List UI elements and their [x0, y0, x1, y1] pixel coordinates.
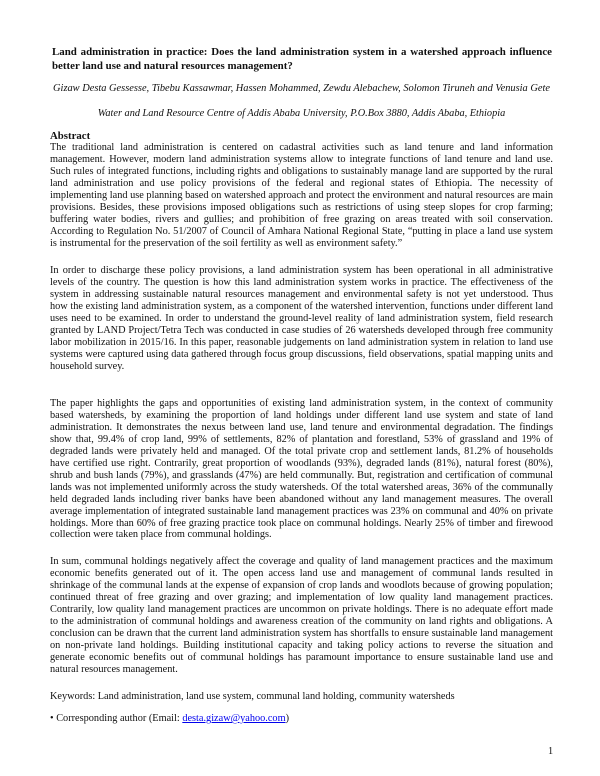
- corresponding-author-footnote: [50, 713, 289, 724]
- keywords: Keywords: Land administration, land use system, communal land holding, community watersheds: [50, 691, 455, 702]
- bullet-glyph: •: [50, 713, 54, 724]
- footnote-suffix: ): [285, 713, 290, 724]
- author-list: Gizaw Desta Gessesse, Tibebu Kassawmar, Hassen Mohammed, Zewdu Alebachew, Solomon Tiruneh and Venusia Gete: [53, 83, 550, 94]
- footnote-prefix: Corresponding author (Email:: [56, 713, 183, 724]
- abstract-paragraph-1: The traditional land administration is centered on cadastral activities such as land tenure and land information management. However, modern land administration systems allow to integrate functions of land tenure and land use. Such rules of integrated functions, including rights and obligations to sustainably manage land are supported by the rural land administration and use policy provisions of the federal and regional states of Ethiopia. The necessity of implementing land use planning based on watershed approach and protect the environment and natural resources are main provisions. Besides, these provisions imposed obligations such as restrictions of using steep slopes for crop farming; buffering water bodies, rivers and gullies; and prohibition of free grazing on areas treated with soil conservation. According to Regulation No. 51/2007 of Council of Amhara National Regional State, “putting in place a land use system is instrumental for the preservation of the soil fertility as well as environment safety.”: [50, 142, 553, 249]
- affiliation: Water and Land Resource Centre of Addis Ababa University, P.O.Box 3880, Addis Ababa, Ethiopia: [97, 108, 506, 119]
- abstract-paragraph-3: The paper highlights the gaps and opportunities of existing land administration system, in the context of community based watersheds, by examining the proportion of land holdings under different land use system and state of land administration. It demonstrates the nexus between land use, land tenure and environmental degradation. The findings show that, 99.4% of crop land, 99% of settlements, 82% of plantation and forestland, 53% of grassland and 19% of degraded lands were privately held and managed. Of the total private crop and settlement lands, 81.2% of households have certified use right. Contrarily, great proportion of woodlands (93%), degraded lands (81%), natural forest (80%), shrub and bush lands (79%), and grasslands (47%) are held communally. But, registration and certification of communal lands was not implemented uniformly across the study watersheds. Of the total watershed areas, 36% of the communally held degraded lands including river banks have been abandoned without any land management measures. The overall average implementation of integrated sustainable land management practices was 23% on communal and 40% on private holdings. More than 60% of free grazing practice took place on communal holdings. Nearly 25% of timber and firewood collection were taken place from communal holdings.: [50, 398, 553, 541]
- email-link[interactable]: desta.gizaw@yahoo.com: [182, 713, 286, 724]
- abstract-heading: Abstract: [50, 130, 91, 142]
- abstract-paragraph-2: In order to discharge these policy provisions, a land administration system has been operational in all administrative levels of the country. The question is how this land administration system works in practice. The effectiveness of the system in addressing sustainable natural resources management and environmental safety is not yet understood. Thus how the existing land administration system, as a component of the watershed intervention, functions under different land uses need to be examined. In order to understand the ground-level reality of land administration system, field research granted by LAND Project/Tetra Tech was conducted in case studies of 26 watersheds developed through free community labor mobilization in 2015/16. In this paper, reasonable judgements on land administration system in relation to land use systems were captured using data gathered through focus group discussions, field observations, spatial mapping units and household survey.: [50, 265, 553, 372]
- paper-title: Land administration in practice: Does the land administration system in a watershed approach influence better land use and natural resources management?: [52, 46, 552, 72]
- page-number: 1: [548, 746, 554, 757]
- abstract-paragraph-4: In sum, communal holdings negatively affect the coverage and quality of land management practices and the maximum economic benefits generated out of it. The open access land use and management of communal lands resulted in shrinkage of the communal lands at the expense of expansion of crop lands and woodlots because of growing population; continued threat of free grazing and over grazing; and implementation of low quality land management practices. Contrarily, low quality land management practices are uncommon on private holdings. There is no adequate effort made to the administration of communal holdings and awareness creation of the community on land rights and obligations. A conclusion can be drawn that the current land administration system has shortfalls to ensure sustainable land management on non-private land holdings. Building institutional capacity and taking policy actions to reverse the situation and generate economic benefits out of communal holdings has paramount importance to ensure sustainable land use and natural resources management.: [50, 556, 553, 675]
